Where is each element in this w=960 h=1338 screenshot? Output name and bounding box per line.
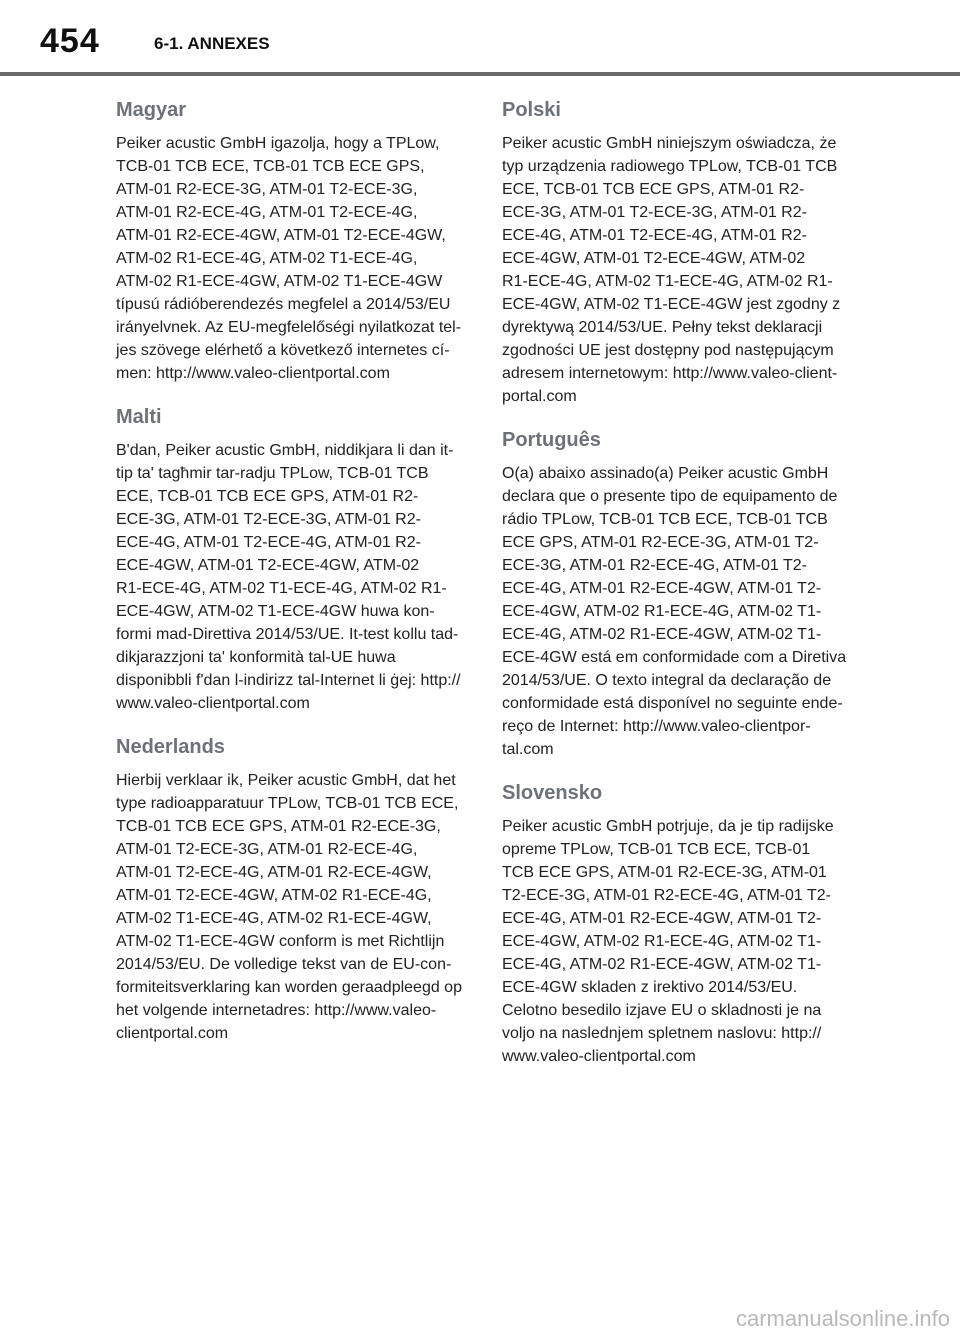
watermark-text: carmanualsonline.info [735,1306,950,1331]
language-section-polski [502,96,852,408]
language-heading: Magyar [116,99,187,121]
language-heading: Malti [116,406,162,428]
language-section-nederlands [116,733,466,1045]
language-heading: Nederlands [116,736,225,758]
language-heading: Polski [502,99,561,121]
header-divider [0,72,960,76]
declaration-text: O(a) abaixo assinado(a) Peiker acustic GmbH declara que o presente tipo de equipamento de rádio TPLow, TCB-01 TCB ECE, TCB-01 TCB ECE GPS, ATM-01 R2-ECE-3G, ATM-01 T2- ECE-3G, ATM-01 R2-ECE-4G, ATM-01 T2- ECE-4G, ATM-01 R2-ECE-4GW, ATM-01 T2- ECE-4GW, ATM-02 R1-ECE-4G, ATM-02 T1- ECE-4G, ATM-02 R1-ECE-4GW, ATM-02 T1- ECE-4GW está em conformidade com a Diretiva 2014/53/UE. O texto integral da declaração de conformidade está disponível no seguinte ende- reço de Internet: http://www.valeo-clientpor- tal.com [502,465,847,758]
language-section-portugues [502,426,852,761]
language-section-magyar [116,96,466,385]
declaration-text: Peiker acustic GmbH potrjuje, da je tip radijske opreme TPLow, TCB-01 TCB ECE, TCB-01 TCB ECE GPS, ATM-01 R2-ECE-3G, ATM-01 T2-ECE-3G, ATM-01 R2-ECE-4G, ATM-01 T2- ECE-4G, ATM-01 R2-ECE-4GW, ATM-01 T2- ECE-4GW, ATM-02 R1-ECE-4G, ATM-02 T1- ECE-4G, ATM-02 R1-ECE-4GW, ATM-02 T1- ECE-4GW skladen z irektivo 2014/53/EU. Celotno besedilo izjave EU o skladnosti je na voljo na naslednjem spletnem naslovu: http:// www.valeo-clientportal.com [502,818,834,1065]
language-heading: Português [502,429,601,451]
language-heading: Slovensko [502,782,603,804]
declaration-text: B'dan, Peiker acustic GmbH, niddikjara li dan it- tip ta' tagħmir tar-radju TPLow, TCB-01 TCB ECE, TCB-01 TCB ECE GPS, ATM-01 R2- ECE-3G, ATM-01 T2-ECE-3G, ATM-01 R2- ECE-4G, ATM-01 T2-ECE-4G, ATM-01 R2- ECE-4GW, ATM-01 T2-ECE-4GW, ATM-02 R1-ECE-4G, ATM-02 T1-ECE-4G, ATM-02 R1- ECE-4GW, ATM-02 T1-ECE-4GW huwa kon- formi mad-Direttiva 2014/53/UE. It-test kollu tad- dikjarazzjoni ta' konformità tal-UE huwa disponibbli f'dan l-indirizz tal-Internet li ġej: http:// www.valeo-clientportal.com [116,442,461,712]
section-title: 6-1. ANNEXES [154,34,270,53]
language-section-malti [116,403,466,715]
page-header [0,0,960,72]
declaration-text: Hierbij verklaar ik, Peiker acustic GmbH, dat het type radioapparatuur TPLow, TCB-01 TCB ECE, TCB-01 TCB ECE GPS, ATM-01 R2-ECE-3G, ATM-01 T2-ECE-3G, ATM-01 R2-ECE-4G, ATM-01 T2-ECE-4G, ATM-01 R2-ECE-4GW, ATM-01 T2-ECE-4GW, ATM-02 R1-ECE-4G, ATM-02 T1-ECE-4G, ATM-02 R1-ECE-4GW, ATM-02 T1-ECE-4GW conform is met Richtlijn 2014/53/EU. De volledige tekst van de EU-con- formiteitsverklaring kan worden geraadpleegd op het volgende internetadres: http://www.valeo- clientportal.com [116,772,462,1042]
left-column [116,96,466,1063]
page-number: 454 [40,22,100,60]
right-column [502,96,852,1086]
declaration-text: Peiker acustic GmbH igazolja, hogy a TPLow, TCB-01 TCB ECE, TCB-01 TCB ECE GPS, ATM-01 R2-ECE-3G, ATM-01 T2-ECE-3G, ATM-01 R2-ECE-4G, ATM-01 T2-ECE-4G, ATM-01 R2-ECE-4GW, ATM-01 T2-ECE-4GW, ATM-02 R1-ECE-4G, ATM-02 T1-ECE-4G, ATM-02 R1-ECE-4GW, ATM-02 T1-ECE-4GW típusú rádióberendezés megfelel a 2014/53/EU irányelvnek. Az EU-megfelelőségi nyilatkozat tel- jes szövege elérhető a következő internetes cí- men: http://www.valeo-clientportal.com [116,135,462,382]
language-section-slovensko [502,779,852,1068]
declaration-text: Peiker acustic GmbH niniejszym oświadcza, że typ urządzenia radiowego TPLow, TCB-01 TCB ECE, TCB-01 TCB ECE GPS, ATM-01 R2- ECE-3G, ATM-01 T2-ECE-3G, ATM-01 R2- ECE-4G, ATM-01 T2-ECE-4G, ATM-01 R2- ECE-4GW, ATM-01 T2-ECE-4GW, ATM-02 R1-ECE-4G, ATM-02 T1-ECE-4G, ATM-02 R1- ECE-4GW, ATM-02 T1-ECE-4GW jest zgodny z dyrektywą 2014/53/UE. Pełny tekst deklaracji zgodności UE jest dostępny pod następującym adresem internetowym: http://www.valeo-client- portal.com [502,135,841,405]
